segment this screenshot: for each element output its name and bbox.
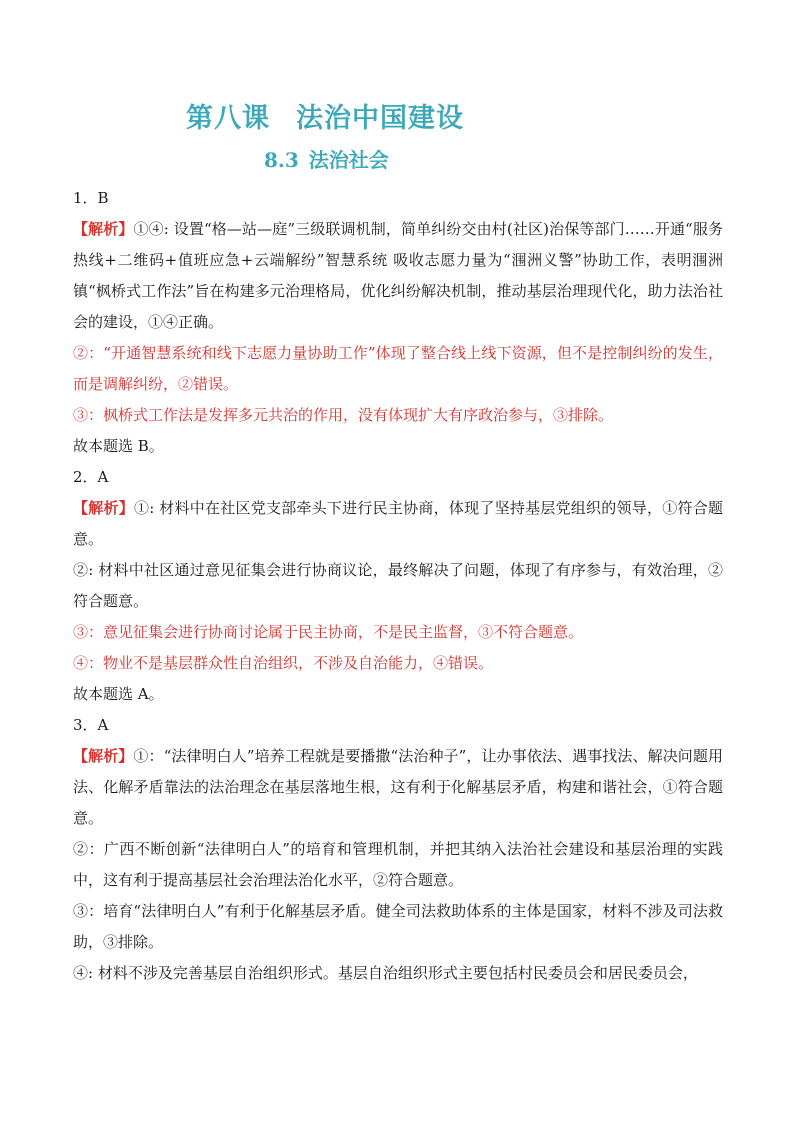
- q3-point-2: ②：广西不断创新“法律明白人”的培育和管理机制，并把其纳入法治社会建设和基层治理的实践中，这有利于提高基层社会治理法治化水平，②符合题意。: [73, 840, 723, 889]
- q3-analysis-text: ①：“法律明白人”培养工程就是要播撒“法治种子”，让办事依法、遇事找法、解决问题用法、化解矛盾靠法的法治理念在基层落地生根，这有利于化解基层矛盾，构建和谐社会，①符合题意。: [73, 747, 723, 827]
- q3-analysis: [73, 741, 723, 834]
- analysis-tag: 【解析】: [73, 220, 134, 238]
- section-name: 法治社会: [308, 148, 389, 172]
- q2-point-2: ②: 材料中社区通过意见征集会进行协商议论，最终解决了问题，体现了有序参与，有效治理，②符合题意。: [73, 561, 723, 610]
- analysis-tag: 【解析】: [73, 747, 134, 765]
- lesson-title: [186, 96, 464, 135]
- q2-analysis: [73, 493, 723, 555]
- section-title: [264, 144, 389, 173]
- q3-answer: 3．A: [73, 716, 109, 734]
- answer-content: [73, 183, 723, 989]
- q2-analysis-text: ①: 材料中在社区党支部牵头下进行民主协商，体现了坚持基层党组织的领导，①符合题意。: [73, 499, 723, 548]
- q2-point-4: ④：物业不是基层群众性自治组织，不涉及自治能力，④错误。: [73, 654, 494, 672]
- section-number: 8.3: [264, 148, 299, 172]
- lesson-name: 法治中国建设: [296, 103, 464, 134]
- q1-analysis-text: ①④: 设置“格—站—庭”三级联调机制，简单纠纷交由村(社区)治保等部门……开通“服务热线+二维码+值班应急+云端解纷”智慧系统 吸收志愿力量为“涠洲义警”协助工作，表明涠洲镇“枫桥式工作法”旨在构建多元治理格局，优化纠纷解决机制，推动基层治理现代化，助力法治社会的建设，①④正确。: [73, 220, 723, 331]
- q3-point-3: ③：培育“法律明白人”有利于化解基层矛盾。健全司法救助体系的主体是国家，材料不涉及司法救助，③排除。: [73, 902, 723, 951]
- q2-point-3: ③：意见征集会进行协商讨论属于民主协商，不是民主监督，③不符合题意。: [73, 623, 584, 641]
- q1-point-3: ③：枫桥式工作法是发挥多元共治的作用，没有体现扩大有序政治参与，③排除。: [73, 406, 614, 424]
- q2-conclusion: 故本题选 A。: [73, 685, 164, 703]
- q3-point-4: ④: 材料不涉及完善基层自治组织形式。基层自治组织形式主要包括村民委员会和居民委员会，: [73, 964, 698, 982]
- q1-answer: 1．B: [73, 189, 109, 207]
- q2-answer: 2．A: [73, 468, 109, 486]
- q1-conclusion: 故本题选 B。: [73, 437, 164, 455]
- q1-point-2: ②：“开通智慧系统和线下志愿力量协助工作”体现了整合线上线下资源，但不是控制纠纷的发生，而是调解纠纷，②错误。: [73, 344, 723, 393]
- analysis-tag: 【解析】: [73, 499, 134, 517]
- q1-analysis: [73, 214, 723, 338]
- lesson-number: 第八课: [186, 103, 270, 134]
